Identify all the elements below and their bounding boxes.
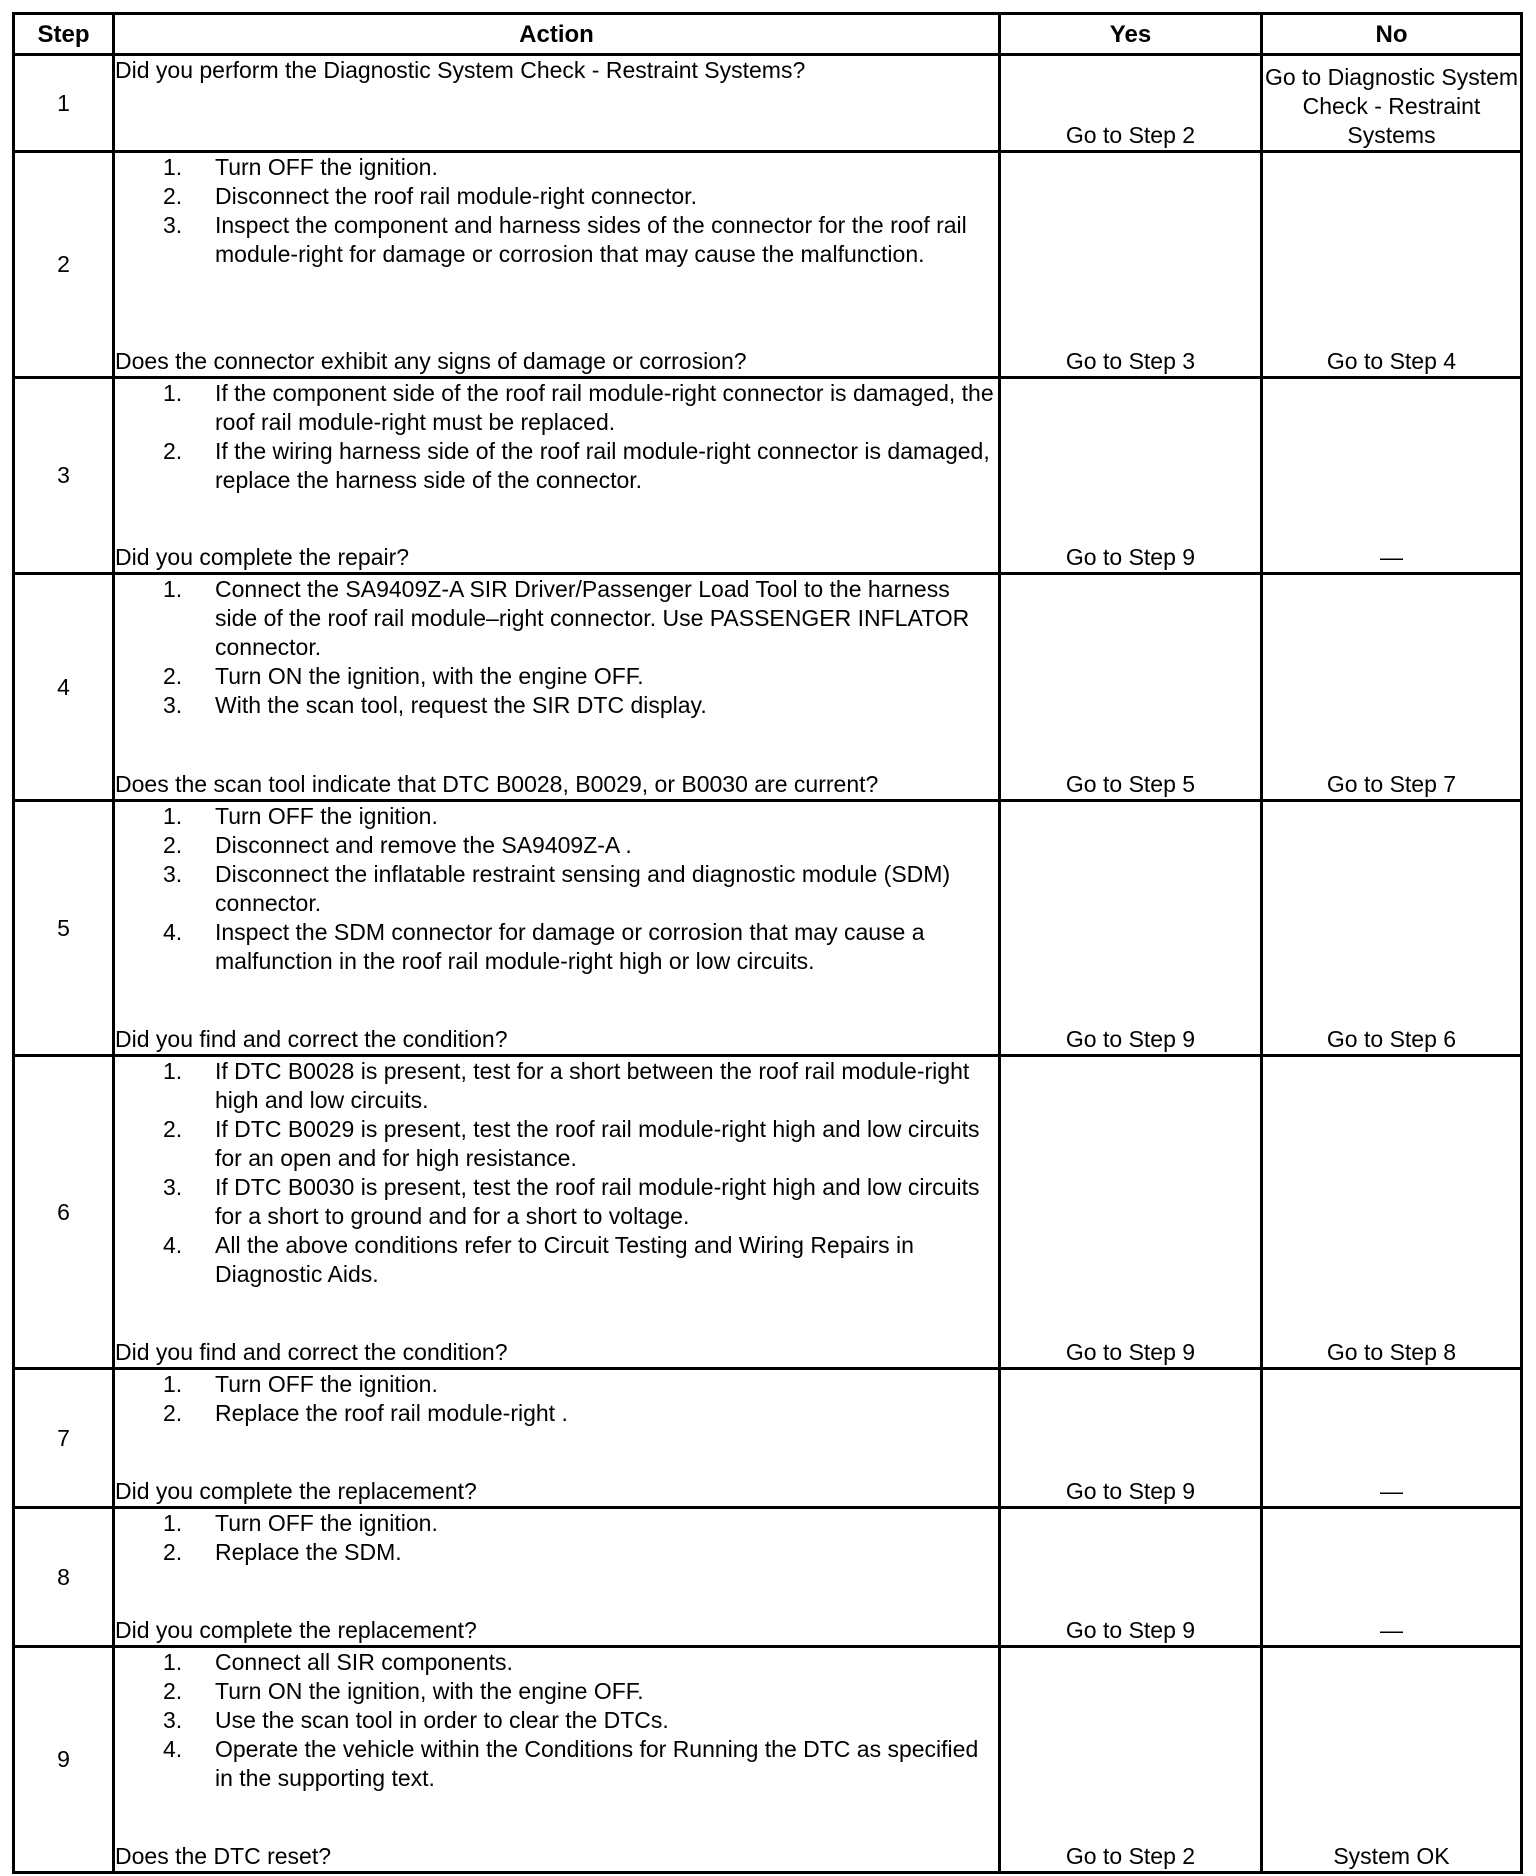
- no-result: —: [1262, 1369, 1522, 1508]
- action-step-text: Turn OFF the ignition.: [215, 154, 438, 180]
- action-step-number: 2.: [163, 1678, 183, 1704]
- action-step-text: Turn OFF the ignition.: [215, 1371, 438, 1397]
- action-cell: [114, 1369, 1000, 1508]
- table-row: [14, 1056, 1522, 1369]
- yes-result: Go to Step 5: [1000, 574, 1262, 801]
- action-step-item: [115, 1677, 998, 1706]
- action-step-number: 2.: [163, 663, 183, 689]
- action-cell: [114, 378, 1000, 574]
- action-content: [115, 153, 998, 376]
- action-step-text: Replace the SDM.: [215, 1539, 402, 1565]
- table-row: [14, 55, 1522, 152]
- action-step-text: Use the scan tool in order to clear the DTCs.: [215, 1707, 669, 1733]
- action-step-item: [115, 153, 998, 182]
- table-row: [14, 1369, 1522, 1508]
- action-steps-list: [115, 1370, 998, 1428]
- action-step-number: 2.: [163, 1116, 183, 1142]
- action-content: [115, 1509, 998, 1645]
- action-step-text: Disconnect the inflatable restraint sensing and diagnostic module (SDM) connector.: [215, 861, 951, 916]
- action-question: Does the DTC reset?: [115, 1843, 332, 1869]
- action-step-text: Turn ON the ignition, with the engine OFF.: [215, 1678, 644, 1704]
- action-question: Did you complete the repair?: [115, 544, 410, 570]
- action-step-item: [115, 211, 998, 269]
- action-steps-list: [115, 153, 998, 269]
- yes-result: Go to Step 2: [1000, 55, 1262, 152]
- action-step-text: If the wiring harness side of the roof rail module-right connector is damaged, replace the harness side of the connector.: [215, 438, 990, 493]
- action-step-item: [115, 1370, 998, 1399]
- step-number: 3: [14, 378, 114, 574]
- action-step-item: [115, 1173, 998, 1231]
- action-question: Did you find and correct the condition?: [115, 1339, 508, 1365]
- table-row: [14, 1508, 1522, 1647]
- step-number: 5: [14, 801, 114, 1056]
- action-step-number: 2.: [163, 1400, 183, 1426]
- no-result: Go to Step 7: [1262, 574, 1522, 801]
- yes-result: Go to Step 9: [1000, 1369, 1262, 1508]
- action-step-item: [115, 918, 998, 976]
- action-content: [115, 379, 998, 572]
- action-step-text: Inspect the component and harness sides of the connector for the roof rail module-right for damage or corrosion that may cause the malfunction.: [215, 212, 967, 267]
- yes-result: Go to Step 9: [1000, 801, 1262, 1056]
- action-step-number: 2.: [163, 438, 183, 464]
- action-step-text: All the above conditions refer to Circuit Testing and Wiring Repairs in Diagnostic Aids.: [215, 1232, 914, 1287]
- action-step-number: 3.: [163, 692, 183, 718]
- yes-result: Go to Step 9: [1000, 378, 1262, 574]
- action-cell: [114, 1508, 1000, 1647]
- step-number: 2: [14, 152, 114, 378]
- action-step-number: 1.: [163, 154, 183, 180]
- action-step-text: Replace the roof rail module-right .: [215, 1400, 568, 1426]
- action-step-number: 2.: [163, 183, 183, 209]
- action-question: Did you complete the replacement?: [115, 1617, 477, 1643]
- action-step-text: With the scan tool, request the SIR DTC display.: [215, 692, 707, 718]
- action-step-number: 1.: [163, 803, 183, 829]
- action-step-number: 1.: [163, 576, 183, 602]
- action-content: [115, 1648, 998, 1871]
- table-row: [14, 801, 1522, 1056]
- action-step-text: If DTC B0030 is present, test the roof rail module-right high and low circuits for a short to ground and for a short to voltage.: [215, 1174, 980, 1229]
- action-step-item: [115, 860, 998, 918]
- action-cell: [114, 1647, 1000, 1873]
- action-step-number: 3.: [163, 861, 183, 887]
- no-result: Go to Step 6: [1262, 801, 1522, 1056]
- action-step-item: [115, 1735, 998, 1793]
- action-step-item: [115, 831, 998, 860]
- action-content: [115, 1057, 998, 1367]
- action-step-number: 3.: [163, 212, 183, 238]
- step-number: 4: [14, 574, 114, 801]
- action-step-item: [115, 1706, 998, 1735]
- table-row: [14, 574, 1522, 801]
- step-number: 9: [14, 1647, 114, 1873]
- action-steps-list: [115, 575, 998, 720]
- action-step-number: 2.: [163, 832, 183, 858]
- action-question: Does the connector exhibit any signs of damage or corrosion?: [115, 348, 747, 374]
- step-number: 7: [14, 1369, 114, 1508]
- yes-result: Go to Step 3: [1000, 152, 1262, 378]
- table-row: [14, 378, 1522, 574]
- action-step-item: [115, 437, 998, 495]
- action-step-number: 3.: [163, 1174, 183, 1200]
- action-step-text: Disconnect the roof rail module-right connector.: [215, 183, 697, 209]
- action-step-item: [115, 691, 998, 720]
- action-step-number: 3.: [163, 1707, 183, 1733]
- action-cell: [114, 801, 1000, 1056]
- action-step-number: 1.: [163, 1649, 183, 1675]
- no-result: —: [1262, 1508, 1522, 1647]
- action-step-number: 1.: [163, 1058, 183, 1084]
- action-content: [115, 802, 998, 1054]
- action-step-number: 1.: [163, 1510, 183, 1536]
- action-step-text: Turn OFF the ignition.: [215, 1510, 438, 1536]
- action-step-item: [115, 1648, 998, 1677]
- action-step-item: [115, 1057, 998, 1115]
- action-steps-list: [115, 802, 998, 976]
- action-steps-list: [115, 1648, 998, 1793]
- action-cell: [114, 1056, 1000, 1369]
- action-step-item: [115, 802, 998, 831]
- step-number: 6: [14, 1056, 114, 1369]
- action-step-text: Turn ON the ignition, with the engine OFF.: [215, 663, 644, 689]
- action-step-item: [115, 1509, 998, 1538]
- yes-result: Go to Step 2: [1000, 1647, 1262, 1873]
- action-content: [115, 1370, 998, 1506]
- action-cell: [114, 152, 1000, 378]
- step-number: 8: [14, 1508, 114, 1647]
- header-action: Action: [114, 14, 1000, 55]
- action-step-text: If DTC B0029 is present, test the roof rail module-right high and low circuits for an open and for high resistance.: [215, 1116, 980, 1171]
- no-result: Go to Step 8: [1262, 1056, 1522, 1369]
- header-row: [14, 14, 1522, 55]
- action-cell: [114, 574, 1000, 801]
- table-row: [14, 1647, 1522, 1873]
- action-step-number: 4.: [163, 1736, 183, 1762]
- action-step-text: Operate the vehicle within the Conditions for Running the DTC as specified in the supporting text.: [215, 1736, 979, 1791]
- action-step-text: Inspect the SDM connector for damage or corrosion that may cause a malfunction in the roof rail module-right high or low circuits.: [215, 919, 925, 974]
- action-question: Did you find and correct the condition?: [115, 1026, 508, 1052]
- no-result: Go to Diagnostic System Check - Restraint Systems: [1262, 55, 1522, 152]
- header-yes: Yes: [1000, 14, 1262, 55]
- action-step-number: 1.: [163, 380, 183, 406]
- no-result: Go to Step 4: [1262, 152, 1522, 378]
- action-step-text: Connect the SA9409Z-A SIR Driver/Passenger Load Tool to the harness side of the roof rail module–right connector. Use PASSENGER INFLATOR connector.: [215, 576, 970, 660]
- action-step-number: 2.: [163, 1539, 183, 1565]
- diagnostic-table: [12, 12, 1523, 1874]
- action-step-item: [115, 1538, 998, 1567]
- action-step-item: [115, 1399, 998, 1428]
- action-step-item: [115, 182, 998, 211]
- action-content: [115, 575, 998, 799]
- yes-result: Go to Step 9: [1000, 1508, 1262, 1647]
- step-number: 1: [14, 55, 114, 152]
- action-question: Did you complete the replacement?: [115, 1478, 477, 1504]
- action-question: Does the scan tool indicate that DTC B0028, B0029, or B0030 are current?: [115, 771, 879, 797]
- action-step-text: If the component side of the roof rail module-right connector is damaged, the roof rail module-right must be replaced.: [215, 380, 994, 435]
- yes-result: Go to Step 9: [1000, 1056, 1262, 1369]
- action-step-item: [115, 1231, 998, 1289]
- header-step: Step: [14, 14, 114, 55]
- action-steps-list: [115, 379, 998, 495]
- action-steps-list: [115, 1057, 998, 1289]
- action-cell: [114, 55, 1000, 152]
- no-result: —: [1262, 378, 1522, 574]
- action-steps-list: [115, 1509, 998, 1567]
- action-question: Did you perform the Diagnostic System Check - Restraint Systems?: [115, 57, 806, 83]
- table-row: [14, 152, 1522, 378]
- action-step-item: [115, 575, 998, 662]
- header-no: No: [1262, 14, 1522, 55]
- no-result: System OK: [1262, 1647, 1522, 1873]
- action-content: [115, 56, 998, 150]
- action-step-number: 4.: [163, 1232, 183, 1258]
- action-step-text: Disconnect and remove the SA9409Z-A .: [215, 832, 632, 858]
- action-step-number: 1.: [163, 1371, 183, 1397]
- action-step-item: [115, 662, 998, 691]
- action-step-item: [115, 1115, 998, 1173]
- table-body: [14, 55, 1522, 1873]
- action-step-text: If DTC B0028 is present, test for a short between the roof rail module-right high and low circuits.: [215, 1058, 970, 1113]
- action-step-text: Connect all SIR components.: [215, 1649, 513, 1675]
- action-step-text: Turn OFF the ignition.: [215, 803, 438, 829]
- action-step-number: 4.: [163, 919, 183, 945]
- action-step-item: [115, 379, 998, 437]
